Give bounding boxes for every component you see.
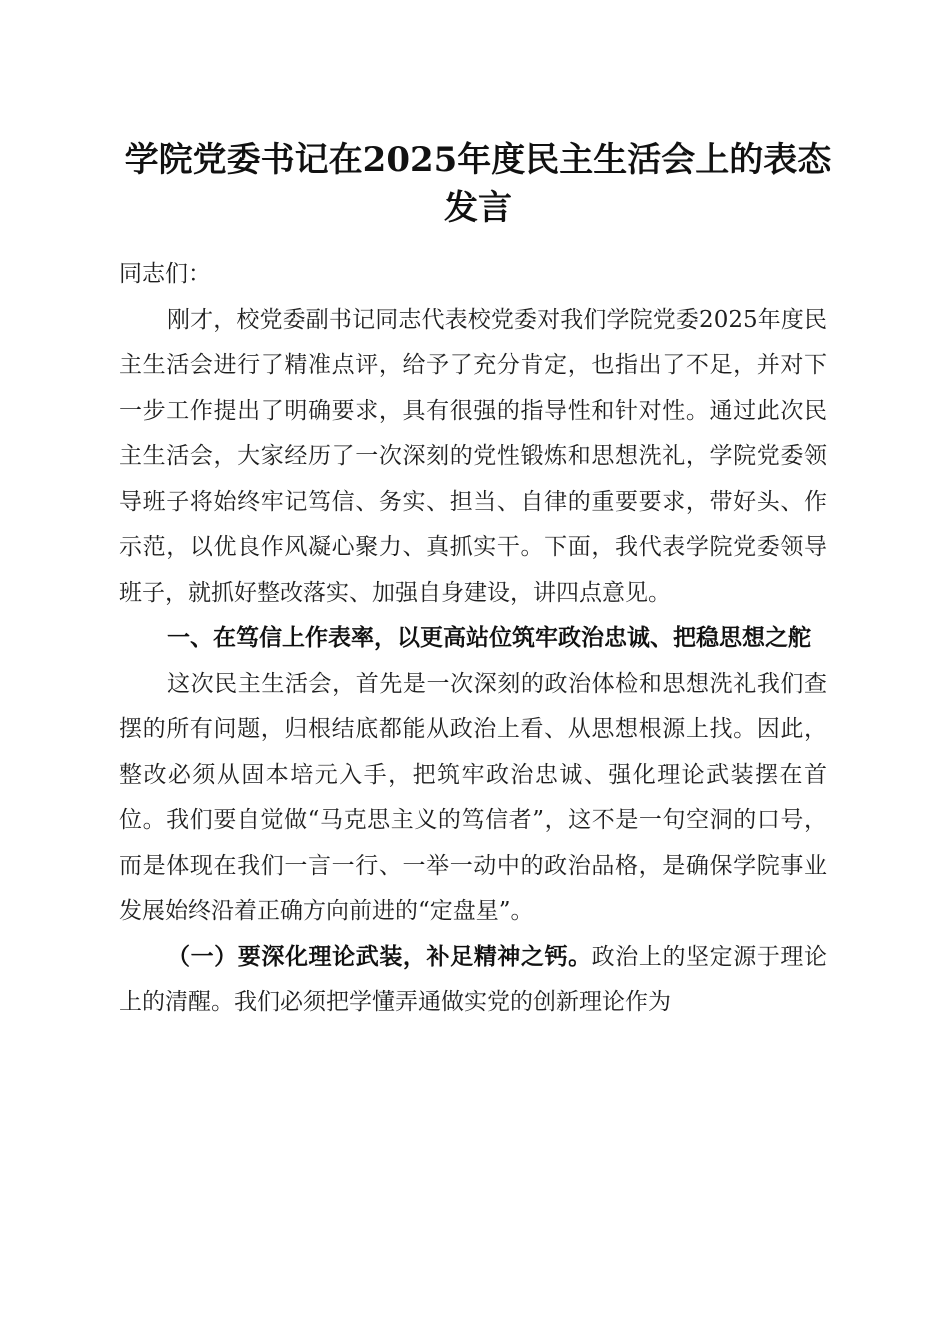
subsection-heading-1: （一）要深化理论武装，补足精神之钙。 xyxy=(167,943,592,970)
paragraph-opening: 刚才，校党委副书记同志代表校党委对我们学院党委2025年度民主生活会进行了精准点评，给予了充分肯定，也指出了不足，并对下一步工作提出了明确要求，具有很强的指导性和针对性。通过此次民主生活会，大家经历了一次深刻的党性锻炼和思想洗礼，学院党委领导班子将始终牢记笃信、务实、担当、自律的重要要求，带好头、作示范，以优良作风凝心聚力、真抓实干。下面，我代表学院党委领导班子，就抓好整改落实、加强自身建设，讲四点意见。 xyxy=(119,306,827,606)
paragraph-subsection-1 xyxy=(119,935,827,1026)
greeting: 同志们： xyxy=(119,261,211,287)
document-title: 学院党委书记在2025年度民主生活会上的表态发言 xyxy=(124,140,832,228)
section-heading-1: 一、在笃信上作表率，以更高站位筑牢政治忠诚、把稳思想之舵 xyxy=(167,625,811,651)
document-body xyxy=(119,252,827,1026)
subsection-text-1: 政治上的坚定源于理论上的清醒。我们必须把学懂弄通做实党的创新理论作为 xyxy=(119,943,828,1015)
paragraph-section-1: 这次民主生活会，首先是一次深刻的政治体检和思想洗礼我们查摆的所有问题，归根结底都能从政治上看、从思想根源上找。因此，整改必须从固本培元入手，把筑牢政治忠诚、强化理论武装摆在首位。我们要自觉做“马克思主义的笃信者”，这不是一句空洞的口号，而是体现在我们一言一行、一举一动中的政治品格，是确保学院事业发展始终沿着正确方向前进的“定盘星”。 xyxy=(119,670,827,924)
